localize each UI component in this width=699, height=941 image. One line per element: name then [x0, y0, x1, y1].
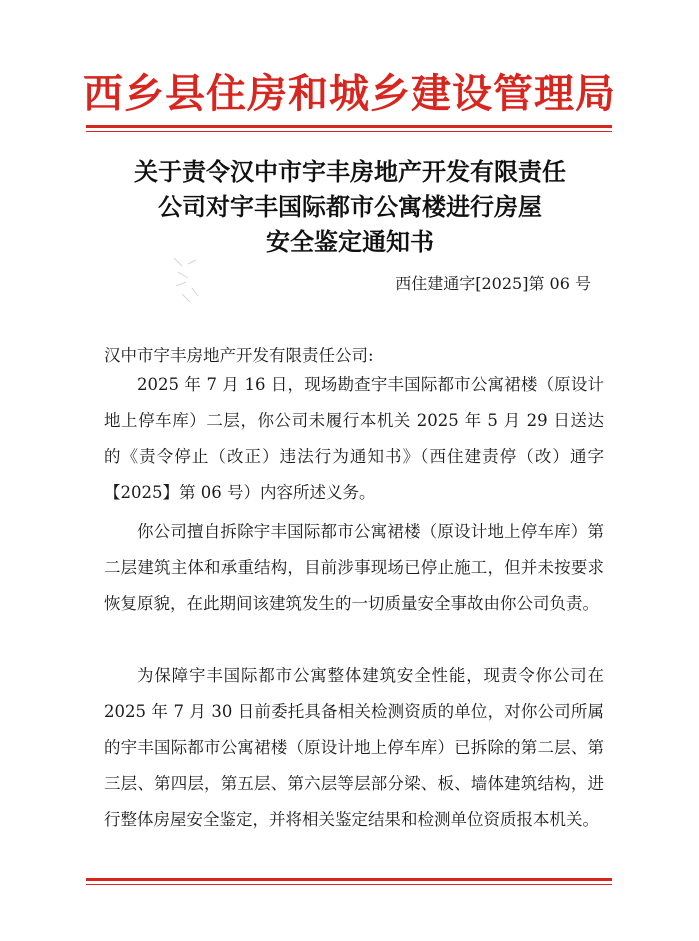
body-paragraph-1: 2025 年 7 月 16 日，现场勘查宇丰国际都市公寓裙楼（原设计地上停车库）二层，你公司未履行本机关 2025 年 5 月 29 日送达的《责令停止（改正）违法行为通知书》（西住建责停（改）通字【2025】第 06 号）内容所述义务。 — [104, 375, 604, 502]
footer-red-rule — [86, 878, 612, 885]
addressee: 汉中市宇丰房地产开发有限责任公司: — [104, 346, 374, 365]
letterhead-red-rule — [86, 125, 612, 132]
document-number: 西住建通字[2025]第 06 号 — [395, 274, 591, 293]
agency-letterhead: 西乡县住房和城乡建设管理局 — [83, 71, 616, 117]
title-line-3: 安全鉴定通知书 — [266, 227, 434, 256]
notice-title — [60, 154, 640, 259]
title-line-1: 关于责令汉中市宇丰房地产开发有限责任 — [134, 157, 566, 186]
body-paragraph-2: 你公司擅自拆除宇丰国际都市公寓裙楼（原设计地上停车库）第二层建筑主体和承重结构，目前涉事现场已停止施工，但并未按要求恢复原貌，在此期间该建筑发生的一切质量安全事故由你公司负责。 — [104, 522, 604, 613]
title-line-2: 公司对宇丰国际都市公寓楼进行房屋 — [158, 192, 542, 221]
body-paragraph-3: 为保障宇丰国际都市公寓整体建筑安全性能，现责令你公司在 2025 年 7 月 30 日前委托具备相关检测资质的单位，对你公司所属的宇丰国际都市公寓裙楼（原设计地上停车库）已拆除的第二层、第三层、第四层，第五层、第六层等层部分梁、板、墙体建筑结构，进行整体房屋安全鉴定，并将相关鉴定结果和检测单位资质报本机关。 — [104, 666, 604, 829]
faint-stamp-mark — [168, 252, 204, 314]
